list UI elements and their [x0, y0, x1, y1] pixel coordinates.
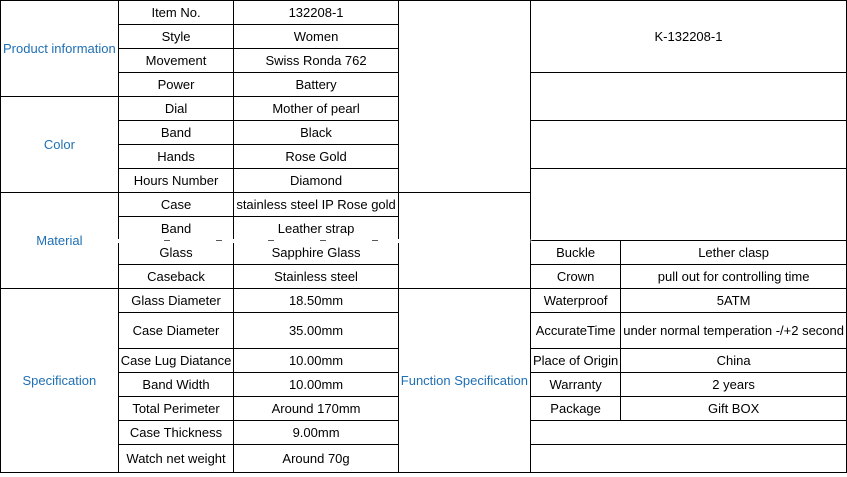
value-hours-number: Diamond	[234, 169, 398, 193]
value-power: Battery	[234, 73, 398, 97]
value-case-lug-distance: 10.00mm	[234, 349, 398, 373]
label-style: Style	[118, 25, 234, 49]
label-hours-number: Hours Number	[118, 169, 234, 193]
value-accurate-time: under normal temperation -/+2 second	[621, 313, 847, 349]
label-glass: Glass	[118, 241, 234, 265]
value-case-thickness: 9.00mm	[234, 421, 398, 445]
label-glass-diameter: Glass Diameter	[118, 289, 234, 313]
label-case-diameter: Case Diameter	[118, 313, 234, 349]
group-material: Material	[1, 193, 119, 289]
value-watch-net-weight: Around 70g	[234, 445, 398, 473]
value-package: Gift BOX	[621, 397, 847, 421]
value-item-no: 132208-1	[234, 1, 398, 25]
label-package: Package	[530, 397, 620, 421]
label-band-width: Band Width	[118, 373, 234, 397]
value-hands: Rose Gold	[234, 145, 398, 169]
value-caseback: Stainless steel	[234, 265, 398, 289]
value-warranty: 2 years	[621, 373, 847, 397]
value-waterproof: 5ATM	[621, 289, 847, 313]
label-warranty: Warranty	[530, 373, 620, 397]
label-watch-net-weight: Watch net weight	[118, 445, 234, 473]
value-crown: pull out for controlling time	[621, 265, 847, 289]
label-waterproof: Waterproof	[530, 289, 620, 313]
blank-cell	[530, 421, 846, 445]
value-glass-diameter: 18.50mm	[234, 289, 398, 313]
group-color: Color	[1, 97, 119, 193]
label-crown: Crown	[530, 265, 620, 289]
blank-cell	[530, 121, 846, 169]
value-band-width: 10.00mm	[234, 373, 398, 397]
group-specification: Specification	[1, 289, 119, 473]
blank-cell	[530, 445, 846, 473]
label-power: Power	[118, 73, 234, 97]
label-case-material: Case	[118, 193, 234, 217]
label-case-thickness: Case Thickness	[118, 421, 234, 445]
label-accurate-time: AccurateTime	[530, 313, 620, 349]
value-total-perimeter: Around 170mm	[234, 397, 398, 421]
label-item-no: Item No.	[118, 1, 234, 25]
group-function-specification: Function Specification	[398, 289, 530, 473]
label-movement: Movement	[118, 49, 234, 73]
label-band-material: Band	[118, 217, 234, 241]
value-glass: Sapphire Glass	[234, 241, 398, 265]
value-case-diameter: 35.00mm	[234, 313, 398, 349]
label-case-lug-distance: Case Lug Diatance	[118, 349, 234, 373]
value-buckle: Lether clasp	[621, 241, 847, 265]
value-band-color: Black	[234, 121, 398, 145]
value-movement: Swiss Ronda 762	[234, 49, 398, 73]
sku-code: K-132208-1	[530, 1, 846, 73]
value-band-material: Leather strap	[234, 217, 398, 241]
blank-cell	[530, 73, 846, 121]
label-dial: Dial	[118, 97, 234, 121]
label-buckle: Buckle	[530, 241, 620, 265]
image-artifact-line	[118, 239, 532, 243]
blank-cell	[530, 169, 846, 241]
label-hands: Hands	[118, 145, 234, 169]
blank-cell	[398, 1, 530, 193]
value-style: Women	[234, 25, 398, 49]
value-place-of-origin: China	[621, 349, 847, 373]
label-band-color: Band	[118, 121, 234, 145]
label-caseback: Caseback	[118, 265, 234, 289]
value-case-material: stainless steel IP Rose gold	[234, 193, 398, 217]
group-product-information: Product information	[1, 1, 119, 97]
label-total-perimeter: Total Perimeter	[118, 397, 234, 421]
value-dial: Mother of pearl	[234, 97, 398, 121]
label-place-of-origin: Place of Origin	[530, 349, 620, 373]
